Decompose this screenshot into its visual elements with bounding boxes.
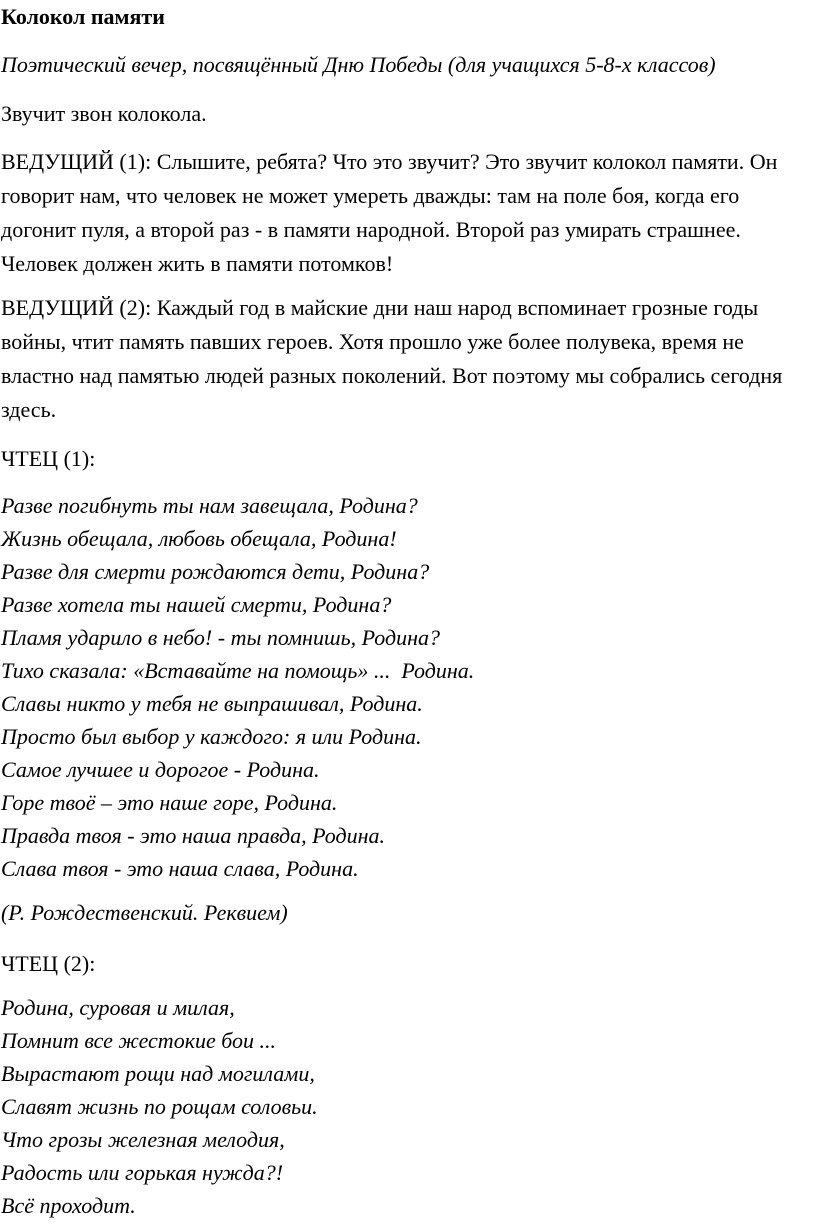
poem-line: Славят жизнь по рощам соловьи. [1, 1094, 318, 1119]
document-title: Колокол памяти [1, 4, 165, 29]
poem-line: Разве погибнуть ты нам завещала, Родина? [1, 493, 418, 518]
poem-1 [1, 489, 801, 885]
host-2-paragraph: ВЕДУЩИЙ (2): Каждый год в майские дни наш народ вспоминает грозные годы войны, чтит память павших героев. Хотя прошло уже более полувека, время не властно над памятью людей разных поколений. Вот поэтому мы собрались сегодня здесь. [1, 295, 783, 422]
poem-line: Радость или горькая нужда?! [1, 1160, 284, 1185]
poem-line: Родина, суровая и милая, [1, 995, 235, 1020]
poem-line: Славы никто у тебя не выпрашивал, Родина. [1, 691, 423, 716]
poem-line: Вырастают рощи над могилами, [1, 1061, 315, 1086]
poem-line: Горе твоё – это наше горе, Родина. [1, 790, 338, 815]
stage-direction: Звучит звон колокола. [1, 101, 207, 126]
poem-line: Правда твоя - это наша правда, Родина. [1, 823, 386, 848]
poem-line: Разве для смерти рождаются дети, Родина? [1, 559, 430, 584]
reader-2-label: ЧТЕЦ (2): [1, 951, 96, 976]
poem-2 [1, 991, 801, 1222]
poem-line: Всё проходит. [1, 1193, 136, 1218]
poem-line: Помнит все жестокие бои ... [1, 1028, 277, 1053]
poem-line: Слава твоя - это наша слава, Родина. [1, 856, 359, 881]
host-1-paragraph: ВЕДУЩИЙ (1): Слышите, ребята? Что это звучит? Это звучит колокол памяти. Он говорит нам, что человек не может умереть дважды: там на поле боя, когда его догонит пуля, а второй раз - в памяти народной. Второй раз умирать страшнее. Человек должен жить в памяти потомков! [1, 149, 778, 276]
poem-line: Самое лучшее и дорогое - Родина. [1, 757, 320, 782]
poem-line: Тихо сказала: «Вставайте на помощь» ... Родина. [1, 658, 475, 683]
poem-line: Жизнь обещала, любовь обещала, Родина! [1, 526, 397, 551]
document-subtitle: Поэтический вечер, посвящённый Дню Победы (для учащихся 5-8-х классов) [1, 52, 716, 77]
poem-1-source: (Р. Рождественский. Реквием) [1, 900, 288, 925]
poem-line: Просто был выбор у каждого: я или Родина. [1, 724, 422, 749]
poem-line: Пламя ударило в небо! - ты помнишь, Родина? [1, 625, 440, 650]
poem-line: Что грозы железная мелодия, [1, 1127, 285, 1152]
reader-1-label: ЧТЕЦ (1): [1, 446, 96, 471]
poem-line: Разве хотела ты нашей смерти, Родина? [1, 592, 392, 617]
